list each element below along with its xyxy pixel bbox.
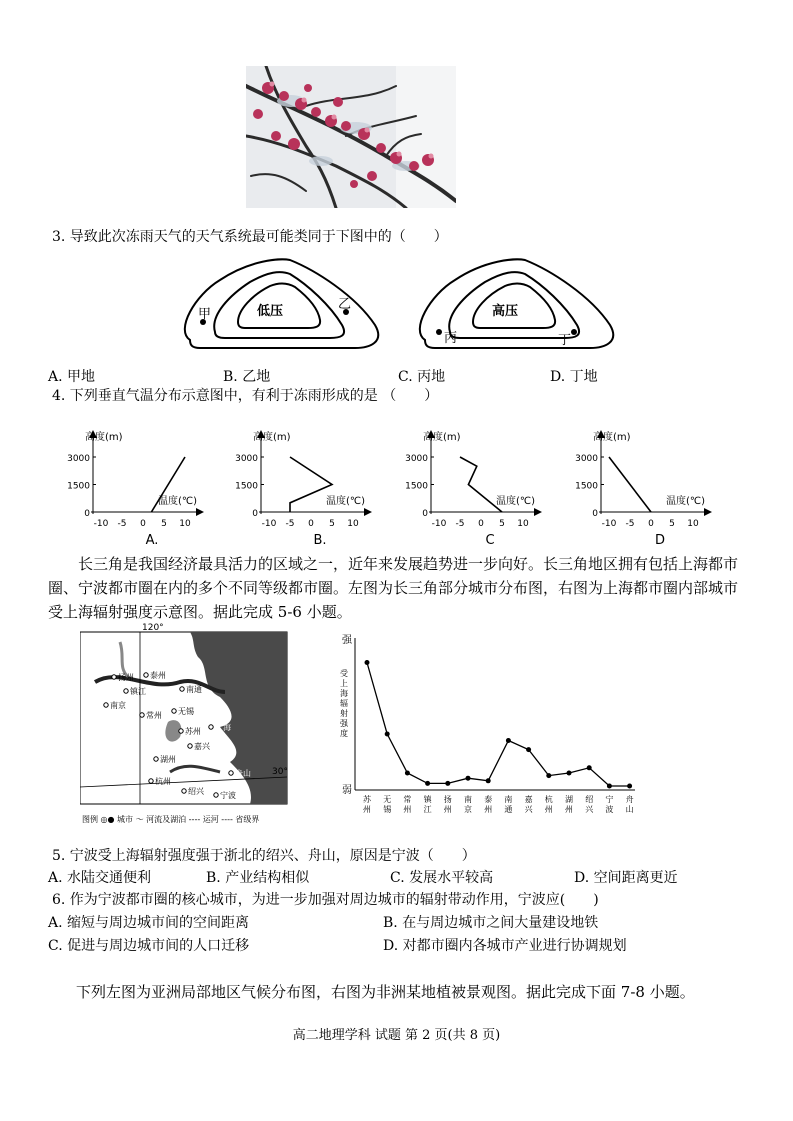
point-jia-label: 甲 bbox=[198, 307, 212, 322]
chart-xtick-3-0: 镇 bbox=[423, 795, 432, 804]
q4-xtick-1-2: 0 bbox=[308, 519, 314, 529]
q4-xlabel-2: 温度(℃) bbox=[496, 496, 536, 507]
map-city-dot-6 bbox=[172, 709, 176, 713]
chart-ylabel-char-4: 射 bbox=[340, 709, 348, 718]
chart-xtick-6-1: 州 bbox=[484, 805, 493, 814]
q4-xtick-2-3: 5 bbox=[499, 519, 505, 529]
map-city-dot-5 bbox=[140, 713, 144, 717]
q5-stem: 5. 宁波受上海辐射强度强于浙北的绍兴、舟山，原因是宁波（ ） bbox=[52, 848, 476, 864]
chart-xtick-9-1: 州 bbox=[544, 805, 553, 814]
chart-xtick-2-1: 州 bbox=[403, 805, 412, 814]
map-city-dot-7 bbox=[209, 725, 213, 729]
q4-ylabel-0: 高度(m) bbox=[85, 432, 123, 443]
map-city-label-4: 南京 bbox=[110, 701, 126, 710]
q4-xtick-0-1: -5 bbox=[117, 519, 127, 529]
chart-xtick-13-1: 山 bbox=[625, 805, 634, 814]
q4-xtick-3-4: 10 bbox=[687, 519, 699, 529]
map-city-dot-3 bbox=[124, 689, 128, 693]
map-city-dot-4 bbox=[104, 703, 108, 707]
map-lon-label: 120° bbox=[142, 623, 164, 633]
chart-xtick-1-0: 无 bbox=[383, 795, 392, 804]
chart-point-4 bbox=[445, 781, 450, 786]
q4-xtick-0-3: 5 bbox=[161, 519, 167, 529]
q4-ytick-3-1: 1500 bbox=[575, 481, 598, 492]
q3-option-a: A. 甲地 bbox=[48, 369, 96, 385]
q4-xtick-3-3: 5 bbox=[669, 519, 675, 529]
q4-panel-label-3: D bbox=[654, 533, 666, 548]
map-city-label-9: 嘉兴 bbox=[194, 742, 210, 751]
q3-pressure-diagrams bbox=[180, 250, 620, 360]
q3-option-b: B. 乙地 bbox=[223, 369, 271, 385]
chart-point-6 bbox=[486, 778, 491, 783]
map-city-label-14: 宁波 bbox=[220, 791, 236, 800]
high-pressure-label: 高压 bbox=[492, 304, 519, 319]
q4-xlabel-3: 温度(℃) bbox=[666, 496, 706, 507]
chart-xtick-7-1: 通 bbox=[504, 805, 513, 814]
q4-panel-label-1: B. bbox=[313, 533, 327, 548]
map-city-label-11: 杭州 bbox=[155, 777, 171, 786]
q5-option-d: D. 空间距离更近 bbox=[574, 870, 678, 886]
chart-ylabel-char-3: 辐 bbox=[340, 699, 348, 708]
chart-point-13 bbox=[627, 784, 632, 789]
q4-ylabel-2: 高度(m) bbox=[423, 432, 461, 443]
map-legend: 图例 ◎● 城市 ～ 河流及湖泊 ---- 运河 ---- 省级界 bbox=[82, 815, 260, 824]
q4-profile-line-3 bbox=[609, 457, 651, 512]
map-city-dot-9 bbox=[188, 744, 192, 748]
q4-ytick-0-2: 0 bbox=[84, 509, 90, 519]
chart-xtick-8-0: 嘉 bbox=[524, 795, 533, 804]
q4-ytick-3-2: 0 bbox=[592, 509, 598, 519]
q4-ytick-2-1: 1500 bbox=[405, 481, 428, 492]
chart-y-top: 强 bbox=[342, 635, 352, 646]
map-city-dot-0 bbox=[112, 675, 116, 679]
map-city-label-8: 苏州 bbox=[185, 727, 201, 736]
chart-point-11 bbox=[587, 765, 592, 770]
chart-xtick-11-1: 兴 bbox=[585, 805, 594, 814]
chart-xtick-0-1: 州 bbox=[363, 805, 371, 814]
chart-xtick-8-1: 兴 bbox=[524, 805, 533, 814]
chart-xtick-3-1: 江 bbox=[423, 805, 432, 814]
q4-panel-label-0: A. bbox=[145, 533, 159, 548]
chart-y-bottom: 弱 bbox=[342, 785, 352, 796]
q4-xtick-3-2: 0 bbox=[648, 519, 654, 529]
map-city-dot-10 bbox=[154, 757, 158, 761]
map-city-dot-13 bbox=[182, 789, 186, 793]
radiation-intensity-chart bbox=[330, 628, 640, 834]
q4-xtick-2-1: -5 bbox=[455, 519, 465, 529]
q3-stem: 3. 导致此次冻雨天气的天气系统最可能类同于下图中的（ ） bbox=[52, 229, 448, 245]
chart-xtick-12-1: 波 bbox=[605, 805, 614, 814]
passage-5-6: 长三角是我国经济最具活力的区域之一，近年来发展趋势进一步向好。长三角地区拥有包括上海都市圈、宁波都市圈在内的多个不同等级都市圈。左图为长三角部分城市分布图，右图为上海都市圈内部城市受上海辐射强度示意图。据此完成 5-6 小题。 bbox=[48, 555, 739, 621]
q3-option-d: D. 丁地 bbox=[550, 369, 598, 385]
chart-xtick-5-0: 南 bbox=[464, 795, 472, 804]
chart-xtick-13-0: 舟 bbox=[625, 795, 634, 804]
q5-option-a: A. 水陆交通便利 bbox=[48, 870, 152, 886]
chart-xtick-5-1: 京 bbox=[464, 805, 472, 814]
chart-ylabel-char-1: 上 bbox=[340, 679, 348, 688]
q6-option-c: C. 促进与周边城市间的人口迁移 bbox=[48, 938, 250, 954]
q4-xtick-2-2: 0 bbox=[478, 519, 484, 529]
chart-ylabel-char-5: 强 bbox=[340, 719, 348, 728]
chart-xtick-0-0: 苏 bbox=[363, 795, 371, 804]
q4-xlabel-0: 温度(℃) bbox=[158, 496, 198, 507]
q3-option-c: C. 丙地 bbox=[398, 369, 446, 385]
map-city-dot-8 bbox=[179, 729, 183, 733]
q4-panel-label-2: C bbox=[485, 533, 495, 548]
chart-xtick-1-1: 锡 bbox=[383, 805, 392, 814]
chart-xtick-7-0: 南 bbox=[504, 795, 513, 804]
chart-point-10 bbox=[567, 771, 572, 776]
chart-xtick-12-0: 宁 bbox=[605, 795, 614, 804]
q6-option-d: D. 对都市圈内各城市产业进行协调规划 bbox=[383, 938, 627, 954]
chart-point-9 bbox=[546, 773, 551, 778]
q4-xtick-2-4: 10 bbox=[517, 519, 529, 529]
q4-ytick-1-1: 1500 bbox=[235, 481, 258, 492]
q4-xtick-0-4: 10 bbox=[179, 519, 191, 529]
map-city-label-2: 南通 bbox=[186, 685, 202, 694]
yangtze-delta-map bbox=[80, 622, 288, 830]
chart-ylabel-char-6: 度 bbox=[340, 729, 348, 738]
q4-ytick-1-2: 0 bbox=[252, 509, 258, 519]
q4-xtick-2-0: -10 bbox=[431, 519, 447, 529]
q4-ylabel-1: 高度(m) bbox=[253, 432, 291, 443]
q4-ytick-2-0: 3000 bbox=[405, 454, 428, 464]
point-ding-dot bbox=[571, 329, 577, 335]
q4-xtick-1-4: 10 bbox=[347, 519, 359, 529]
map-city-label-10: 湖州 bbox=[160, 755, 176, 764]
map-city-dot-12 bbox=[229, 771, 233, 775]
q4-xtick-0-2: 0 bbox=[140, 519, 146, 529]
passage-7-8: 下列左图为亚洲局部地区气候分布图，右图为非洲某地植被景观图。据此完成下面 7-8 小题。 bbox=[76, 983, 695, 1001]
chart-point-0 bbox=[365, 660, 370, 665]
q4-xtick-1-0: -10 bbox=[261, 519, 277, 529]
q4-ytick-0-1: 1500 bbox=[67, 481, 90, 492]
q5-option-b: B. 产业结构相似 bbox=[206, 870, 310, 886]
low-pressure-label: 低压 bbox=[257, 304, 284, 319]
chart-xtick-9-0: 杭 bbox=[544, 795, 553, 804]
point-bing-label: 丙 bbox=[444, 331, 458, 346]
chart-point-8 bbox=[526, 747, 531, 752]
q4-ytick-0-0: 3000 bbox=[67, 454, 90, 464]
map-city-label-5: 常州 bbox=[146, 711, 162, 720]
point-yi-label: 乙 bbox=[338, 297, 352, 312]
q4-xtick-3-1: -5 bbox=[625, 519, 635, 529]
q4-xtick-3-0: -10 bbox=[601, 519, 617, 529]
q4-ytick-1-0: 3000 bbox=[235, 454, 258, 464]
point-bing-dot bbox=[436, 329, 442, 335]
chart-xtick-10-0: 湖 bbox=[565, 795, 573, 804]
chart-xtick-4-0: 扬 bbox=[443, 795, 452, 804]
map-city-label-7: 上海 bbox=[215, 723, 231, 732]
q4-ylabel-3: 高度(m) bbox=[593, 432, 631, 443]
chart-xtick-11-0: 绍 bbox=[585, 795, 594, 804]
q4-temperature-profiles bbox=[60, 420, 740, 555]
chart-xtick-6-0: 泰 bbox=[484, 795, 493, 804]
chart-point-3 bbox=[425, 781, 430, 786]
map-city-label-3: 镇江 bbox=[130, 687, 146, 696]
map-city-label-0: 扬州 bbox=[118, 673, 134, 682]
freezing-rain-photo bbox=[246, 66, 456, 208]
chart-point-12 bbox=[607, 784, 612, 789]
map-city-dot-14 bbox=[214, 793, 218, 797]
q4-xtick-0-0: -10 bbox=[93, 519, 109, 529]
map-lat-label: 30° bbox=[272, 767, 288, 777]
map-city-label-6: 无锡 bbox=[178, 707, 194, 716]
map-city-label-12: 舟山 bbox=[235, 769, 251, 778]
q4-stem: 4. 下列垂直气温分布示意图中，有利于冻雨形成的是 （ ） bbox=[52, 388, 439, 404]
chart-point-7 bbox=[506, 738, 511, 743]
chart-xtick-10-1: 州 bbox=[565, 805, 573, 814]
map-city-label-1: 泰州 bbox=[150, 671, 166, 680]
q6-option-b: B. 在与周边城市之间大量建设地铁 bbox=[383, 915, 599, 931]
q4-xtick-1-1: -5 bbox=[285, 519, 295, 529]
q5-option-c: C. 发展水平较高 bbox=[390, 870, 494, 886]
chart-ylabel-char-0: 受 bbox=[340, 669, 348, 678]
map-city-dot-1 bbox=[144, 673, 148, 677]
point-ding-label: 丁 bbox=[558, 333, 572, 348]
page-footer: 高二地理学科 试题 第 2 页(共 8 页) bbox=[292, 1028, 501, 1043]
map-city-dot-11 bbox=[149, 779, 153, 783]
chart-xtick-4-1: 州 bbox=[443, 805, 452, 814]
q4-xlabel-1: 温度(℃) bbox=[326, 496, 366, 507]
chart-ylabel-char-2: 海 bbox=[340, 689, 348, 698]
chart-point-1 bbox=[385, 732, 390, 737]
q4-xtick-1-3: 5 bbox=[329, 519, 335, 529]
q4-ytick-3-0: 3000 bbox=[575, 454, 598, 464]
q6-stem: 6. 作为宁波都市圈的核心城市，为进一步加强对周边城市的辐射带动作用，宁波应( ) bbox=[52, 892, 599, 908]
map-city-dot-2 bbox=[180, 687, 184, 691]
q4-ytick-2-2: 0 bbox=[422, 509, 428, 519]
chart-point-2 bbox=[405, 771, 410, 776]
q6-option-a: A. 缩短与周边城市间的空间距离 bbox=[48, 915, 250, 931]
chart-point-5 bbox=[466, 776, 471, 781]
map-city-label-13: 绍兴 bbox=[188, 787, 204, 796]
chart-xtick-2-0: 常 bbox=[403, 795, 412, 804]
